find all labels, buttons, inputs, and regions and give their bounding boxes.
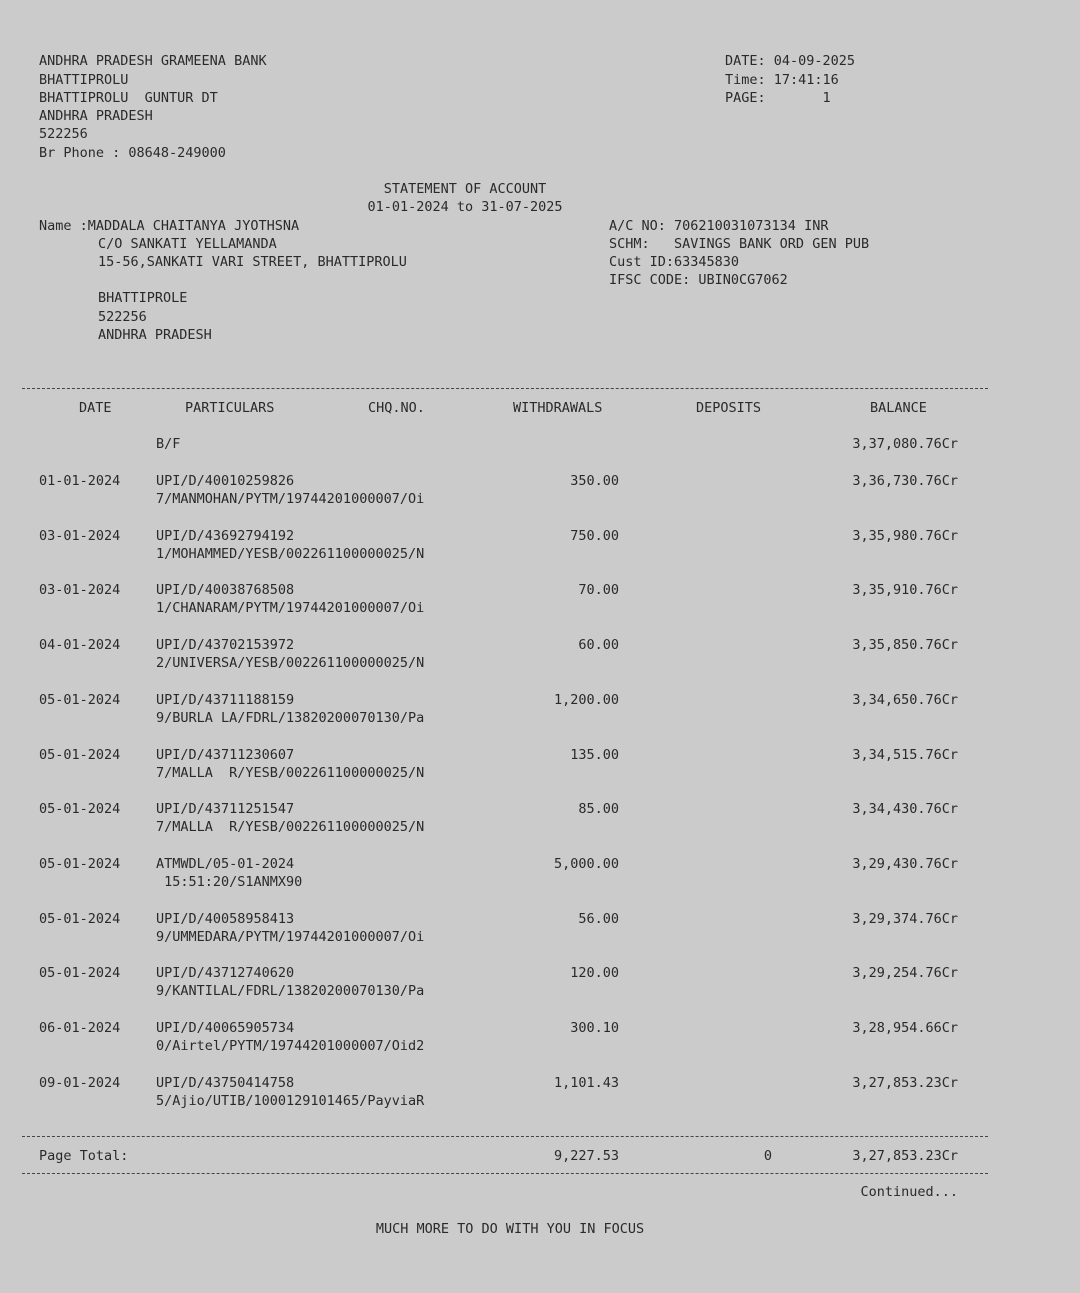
continued-note: Continued... (860, 1184, 958, 1200)
print-date: DATE: 04-09-2025 (725, 53, 856, 69)
txn-withdrawal: 300.10 (570, 1020, 619, 1036)
account-scheme: SCHM: SAVINGS BANK ORD GEN PUB (609, 236, 870, 252)
txn-date: 05-01-2024 (39, 856, 121, 872)
txn-date: 01-01-2024 (39, 473, 121, 489)
txn-date: 06-01-2024 (39, 1020, 121, 1036)
txn-date: 03-01-2024 (39, 582, 121, 598)
txn-balance: 3,34,650.76Cr (852, 692, 958, 708)
txn-date: 05-01-2024 (39, 965, 121, 981)
footer-slogan: MUCH MORE TO DO WITH YOU IN FOCUS (375, 1221, 645, 1237)
txn-particulars-detail: 9/BURLA LA/FDRL/13820200070130/Pa (156, 710, 425, 726)
txn-particulars: UPI/D/43712740620 (156, 965, 295, 981)
txn-withdrawal: 1,101.43 (553, 1075, 619, 1091)
txn-withdrawal: 1,200.00 (553, 692, 619, 708)
txn-balance: 3,35,910.76Cr (852, 582, 958, 598)
txn-particulars: ATMWDL/05-01-2024 (156, 856, 295, 872)
txn-particulars-detail: 7/MALLA R/YESB/002261100000025/N (156, 765, 425, 781)
txn-particulars-detail: 9/UMMEDARA/PYTM/19744201000007/Oi (156, 929, 425, 945)
statement-period: 01-01-2024 to 31-07-2025 (367, 199, 563, 215)
txn-particulars: UPI/D/43692794192 (156, 528, 295, 544)
bank-name: ANDHRA PRADESH GRAMEENA BANK (39, 53, 267, 69)
txn-withdrawal: 85.00 (578, 801, 619, 817)
txn-balance: 3,29,254.76Cr (852, 965, 958, 981)
customer-street: 15-56,SANKATI VARI STREET, BHATTIPROLU (98, 254, 407, 270)
txn-balance: 3,34,430.76Cr (852, 801, 958, 817)
txn-particulars-detail: 1/MOHAMMED/YESB/002261100000025/N (156, 546, 425, 562)
txn-particulars-detail: 7/MANMOHAN/PYTM/19744201000007/Oi (156, 491, 425, 507)
totals-bottom-rule (22, 1173, 988, 1174)
txn-particulars: UPI/D/43711230607 (156, 747, 295, 763)
txn-particulars-detail: 9/KANTILAL/FDRL/13820200070130/Pa (156, 983, 425, 999)
txn-particulars: UPI/D/43711251547 (156, 801, 295, 817)
txn-withdrawal: 56.00 (578, 911, 619, 927)
page-total-label: Page Total: (39, 1148, 129, 1164)
txn-particulars: UPI/D/43711188159 (156, 692, 295, 708)
txn-balance: 3,34,515.76Cr (852, 747, 958, 763)
txn-balance: 3,35,980.76Cr (852, 528, 958, 544)
page-total-deposits: 0 (763, 1148, 772, 1164)
txn-particulars-detail: 5/Ajio/UTIB/1000129101465/PayviaR (156, 1093, 425, 1109)
page-total-balance: 3,27,853.23Cr (852, 1148, 958, 1164)
table-top-rule (22, 388, 988, 389)
txn-withdrawal: 120.00 (570, 965, 619, 981)
txn-date: 05-01-2024 (39, 747, 121, 763)
customer-name: Name :MADDALA CHAITANYA JYOTHSNA (39, 218, 300, 234)
customer-city: BHATTIPROLE (98, 290, 188, 306)
col-particulars: PARTICULARS (185, 400, 275, 416)
customer-co: C/O SANKATI YELLAMANDA (98, 236, 277, 252)
bf-label: B/F (156, 436, 181, 452)
txn-date: 05-01-2024 (39, 911, 121, 927)
col-balance: BALANCE (870, 400, 927, 416)
txn-balance: 3,27,853.23Cr (852, 1075, 958, 1091)
bank-branch: BHATTIPROLU (39, 72, 129, 88)
txn-particulars-detail: 0/Airtel/PYTM/19744201000007/Oid2 (156, 1038, 425, 1054)
account-number: A/C NO: 706210031073134 INR (609, 218, 829, 234)
txn-date: 09-01-2024 (39, 1075, 121, 1091)
txn-particulars: UPI/D/40038768508 (156, 582, 295, 598)
customer-id: Cust ID:63345830 (609, 254, 740, 270)
ifsc-code: IFSC CODE: UBIN0CG7062 (609, 272, 788, 288)
txn-particulars: UPI/D/43702153972 (156, 637, 295, 653)
bf-balance: 3,37,080.76Cr (852, 436, 958, 452)
col-chq: CHQ.NO. (368, 400, 425, 416)
txn-date: 05-01-2024 (39, 692, 121, 708)
txn-withdrawal: 5,000.00 (553, 856, 619, 872)
txn-withdrawal: 750.00 (570, 528, 619, 544)
txn-particulars: UPI/D/40010259826 (156, 473, 295, 489)
col-date: DATE (79, 400, 112, 416)
txn-particulars-detail: 2/UNIVERSA/YESB/002261100000025/N (156, 655, 425, 671)
bank-pin: 522256 (39, 126, 88, 142)
txn-particulars-detail: 7/MALLA R/YESB/002261100000025/N (156, 819, 425, 835)
bank-state: ANDHRA PRADESH (39, 108, 153, 124)
page-total-withdrawals: 9,227.53 (553, 1148, 619, 1164)
txn-particulars: UPI/D/40065905734 (156, 1020, 295, 1036)
txn-particulars-detail: 1/CHANARAM/PYTM/19744201000007/Oi (156, 600, 425, 616)
customer-pin: 522256 (98, 309, 147, 325)
bank-phone: Br Phone : 08648-249000 (39, 145, 226, 161)
txn-balance: 3,36,730.76Cr (852, 473, 958, 489)
txn-withdrawal: 350.00 (570, 473, 619, 489)
txn-particulars: UPI/D/43750414758 (156, 1075, 295, 1091)
txn-withdrawal: 60.00 (578, 637, 619, 653)
totals-top-rule (22, 1136, 988, 1137)
txn-balance: 3,35,850.76Cr (852, 637, 958, 653)
txn-balance: 3,29,374.76Cr (852, 911, 958, 927)
txn-balance: 3,29,430.76Cr (852, 856, 958, 872)
print-time: Time: 17:41:16 (725, 72, 839, 88)
txn-particulars: UPI/D/40058958413 (156, 911, 295, 927)
txn-withdrawal: 135.00 (570, 747, 619, 763)
txn-date: 04-01-2024 (39, 637, 121, 653)
customer-state: ANDHRA PRADESH (98, 327, 212, 343)
statement-title: STATEMENT OF ACCOUNT (383, 181, 547, 197)
txn-particulars-detail: 15:51:20/S1ANMX90 (156, 874, 303, 890)
bank-district: BHATTIPROLU GUNTUR DT (39, 90, 218, 106)
txn-withdrawal: 70.00 (578, 582, 619, 598)
txn-balance: 3,28,954.66Cr (852, 1020, 958, 1036)
col-deposits: DEPOSITS (696, 400, 762, 416)
page-number: PAGE: 1 (725, 90, 831, 106)
txn-date: 03-01-2024 (39, 528, 121, 544)
txn-date: 05-01-2024 (39, 801, 121, 817)
col-withdrawals: WITHDRAWALS (513, 400, 603, 416)
